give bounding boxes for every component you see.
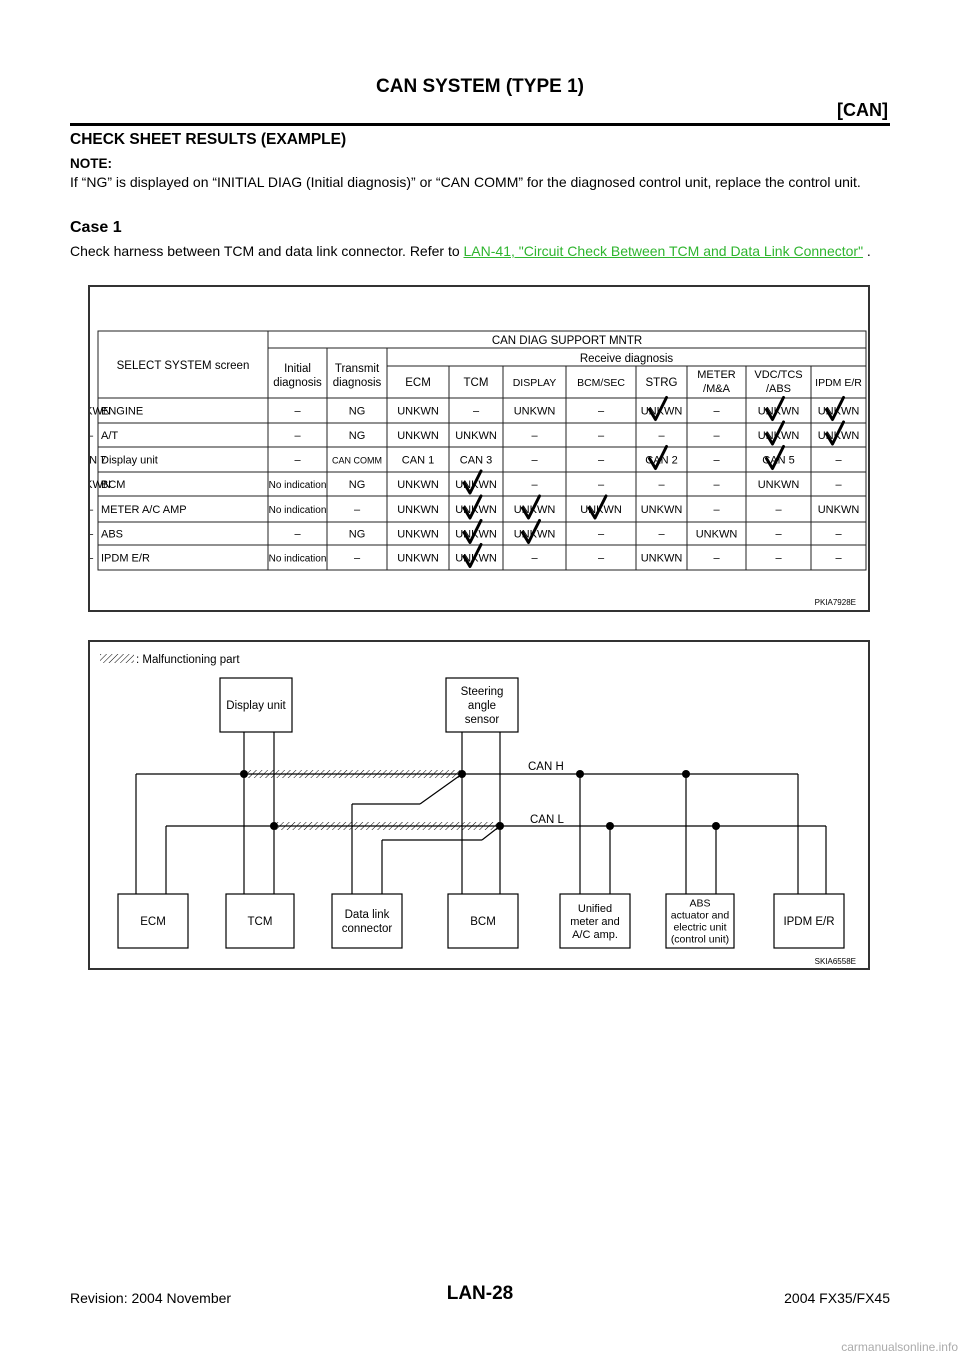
watermark: carmanualsonline.info [841, 1340, 958, 1354]
section-heading: CHECK SHEET RESULTS (EXAMPLE) [70, 131, 347, 148]
table-cell: UNKWN [455, 430, 497, 442]
table-cell: – [597, 528, 605, 541]
table-cell: – [597, 454, 605, 467]
system-row-label: METER A/C AMP [101, 504, 187, 516]
table-cell: – [472, 405, 480, 418]
footer-model: 2004 FX35/FX45 [784, 1290, 890, 1306]
transmit-diagnosis-header: Transmit [334, 363, 380, 375]
note-text: If “NG” is displayed on “INITIAL DIAG (Initial diagnosis)” or “CAN COMM” for the diagnosed control unit, replace the control unit. [70, 174, 861, 190]
table-cell: UNKWN [455, 528, 497, 541]
ecm-box-label: ECM [140, 916, 166, 929]
junction-dot [576, 770, 584, 778]
table-cell: UNKWN [817, 405, 860, 418]
can-l-label: CAN L [530, 814, 564, 826]
table-cell: – [713, 479, 720, 491]
unified-meter-box-label: meter and [570, 915, 620, 928]
table-cell [90, 430, 94, 442]
table-cell: UNKWN [580, 504, 622, 516]
tcm-box-label: TCM [247, 916, 273, 929]
table-cell: – [597, 405, 605, 418]
check-sheet-figure [88, 285, 870, 612]
table-cell: – [835, 528, 842, 541]
table-cell: CAN COMM [332, 455, 382, 466]
check-sheet-table [90, 287, 868, 610]
table-cell: UNKWN [455, 479, 497, 491]
table-cell: NG [348, 430, 366, 442]
receive-column-header: ECM [405, 377, 431, 389]
receive-column-header: /ABS [765, 383, 792, 395]
case-text-after: . [863, 243, 871, 259]
system-row-label: Display unit [101, 454, 158, 467]
table-cell: NG [348, 405, 366, 418]
steering-angle-sensor-box-label: sensor [464, 714, 500, 727]
table-cell: – [835, 552, 842, 565]
system-row-label: ENGINE [101, 405, 144, 418]
table-cell: – [775, 528, 782, 541]
bcm-box-label: BCM [470, 916, 496, 929]
receive-column-header: TCM [463, 377, 489, 389]
table-cell: UNKWN [513, 405, 556, 418]
receive-column-header: BCM/SEC [577, 377, 625, 389]
receive-diagnosis-header: Receive diagnosis [579, 353, 674, 365]
can-h-label: CAN H [528, 761, 564, 773]
table-cell: UNKWN [757, 430, 800, 442]
wire [420, 774, 462, 804]
table-cell: – [531, 430, 538, 442]
footer-revision: Revision: 2004 November [70, 1290, 232, 1306]
ipdm-er-box-label: IPDM E/R [783, 916, 835, 929]
table-cell: – [353, 552, 361, 565]
table-cell: – [713, 504, 720, 516]
unified-meter-box-label: A/C amp. [572, 928, 618, 941]
junction-dot [682, 770, 690, 778]
table-cell: UNKWN [817, 430, 860, 442]
table-cell: N 7 [90, 454, 107, 467]
table-cell: UNKWN [757, 405, 800, 418]
can-circuit-figure [88, 640, 870, 970]
table-cell: UNKWN [640, 405, 683, 418]
system-row-label: BCM [101, 479, 126, 491]
table-cell: UNKWN [397, 430, 439, 442]
data-link-connector-box-label: connector [341, 923, 393, 936]
receive-column-header: METER [697, 369, 736, 381]
table-cell: – [531, 552, 538, 565]
receive-column-header: DISPLAY [512, 377, 557, 389]
can-diag-support-header: CAN DIAG SUPPORT MNTR [491, 335, 643, 347]
unified-meter-box-label: Unified [577, 902, 613, 915]
table-cell: UNKWN [513, 528, 556, 541]
table-cell: – [775, 504, 782, 516]
table-cell: NG [348, 479, 366, 491]
steering-angle-sensor-box-label: angle [467, 700, 497, 713]
table-cell: No indication [268, 505, 327, 516]
table-cell: WN [92, 479, 111, 491]
table-cell: – [713, 454, 720, 467]
table-cell: – [294, 454, 301, 467]
table-cell: – [713, 405, 720, 418]
table-cell: – [658, 430, 665, 442]
footer-page-number: LAN-28 [446, 1283, 514, 1304]
table-cell: UNKWN [757, 479, 800, 491]
table-cell: – [658, 479, 665, 491]
note-label: NOTE: [70, 156, 112, 171]
case-text-before: Check harness between TCM and data link connector. Refer to [70, 243, 464, 259]
table-cell: – [531, 479, 538, 491]
table-cell [90, 553, 94, 565]
table-cell: UNKWN [455, 552, 497, 565]
table-cell: – [597, 430, 605, 442]
table-cell: No indication [268, 480, 327, 491]
junction-dot [606, 822, 614, 830]
table-cell [90, 504, 94, 516]
steering-angle-sensor-box-label: Steering [460, 686, 504, 699]
table-cell: – [597, 479, 605, 491]
figure-code: PKIA7928E [814, 598, 856, 607]
table-cell: – [775, 552, 782, 565]
initial-diagnosis-header: Initial [284, 363, 311, 375]
junction-dot [270, 822, 278, 830]
abs-actuator-box-label: ABS [689, 897, 711, 910]
can-circuit-diagram [90, 642, 868, 968]
header-rule [70, 123, 890, 126]
table-cell: UNKWN [513, 504, 556, 516]
table-cell: No indication [268, 553, 327, 565]
malfunction-legend-text: : Malfunctioning part [136, 654, 240, 666]
page-title: CAN SYSTEM (TYPE 1) [376, 76, 584, 97]
data-link-connector-box-label: Data link [344, 909, 390, 922]
initial-diagnosis-header: diagnosis [273, 377, 322, 389]
table-cell: UNKWN [397, 405, 439, 418]
malfunction-legend-swatch [100, 654, 134, 663]
table-cell: WN [92, 405, 111, 418]
table-cell: NG [348, 528, 366, 541]
receive-column-header: STRG [645, 377, 678, 389]
table-cell: UNKWN [397, 552, 439, 565]
table-cell: – [353, 504, 361, 516]
transmit-diagnosis-header: diagnosis [332, 377, 382, 389]
system-row-label: IPDM E/R [101, 552, 150, 565]
abs-actuator-box-label: actuator and [670, 909, 730, 922]
table-cell: – [835, 454, 842, 467]
select-system-header: SELECT SYSTEM screen [116, 360, 250, 372]
receive-column-header: /M&A [703, 383, 730, 395]
section-tag: [CAN] [837, 100, 888, 120]
receive-column-header: VDC/TCS [754, 369, 803, 381]
table-cell: – [597, 552, 605, 565]
table-cell [90, 529, 94, 541]
case-text [70, 242, 888, 260]
table-cell: CAN 5 [762, 454, 795, 467]
table-cell: – [294, 405, 301, 418]
receive-column-header: IPDM E/R [815, 377, 862, 389]
junction-dot [496, 822, 504, 830]
junction-dot [712, 822, 720, 830]
display-unit-box-label: Display unit [226, 700, 286, 713]
table-cell: – [294, 528, 301, 541]
abs-actuator-box-label: (control unit) [670, 933, 730, 946]
circuit-check-link[interactable]: LAN-41, "Circuit Check Between TCM and Data Link Connector" [463, 243, 864, 259]
table-cell: UNKWN [397, 504, 439, 516]
table-cell: CAN 1 [401, 454, 435, 467]
junction-dot [458, 770, 466, 778]
table-cell: – [658, 528, 665, 541]
table-cell: UNKWN [695, 528, 738, 541]
system-row-label: A/T [101, 430, 119, 442]
abs-actuator-box-label: electric unit [673, 921, 727, 934]
table-cell: UNKWN [397, 528, 439, 541]
table-cell: UNKWN [397, 479, 439, 491]
figure-code: SKIA6558E [814, 957, 856, 966]
junction-dot [240, 770, 248, 778]
case-heading: Case 1 [70, 219, 122, 236]
table-cell: – [294, 430, 301, 442]
table-cell: UNKWN [455, 504, 497, 516]
table-cell: – [713, 430, 720, 442]
system-row-label: ABS [101, 528, 124, 541]
table-cell: UNKWN [640, 552, 683, 565]
table-cell: CAN 3 [459, 454, 493, 467]
table-cell: CAN 2 [645, 454, 678, 467]
table-cell: UNKWN [640, 504, 683, 516]
table-cell: – [835, 479, 842, 491]
table-cell: – [713, 552, 720, 565]
table-cell: – [531, 454, 538, 467]
table-cell: UNKWN [817, 504, 860, 516]
